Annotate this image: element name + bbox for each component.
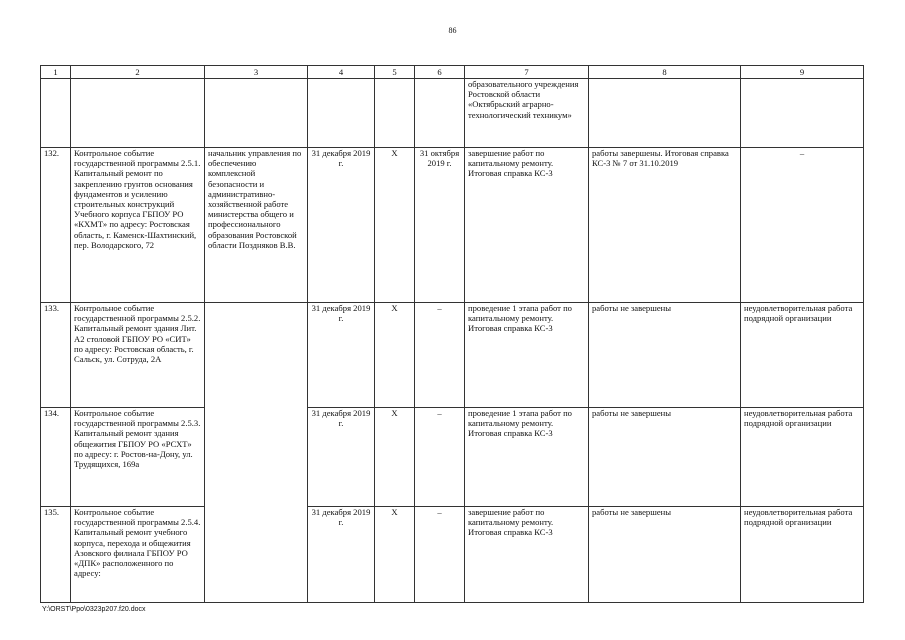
responsible-cell: начальник управления по обеспечению комплексной безопасности и административно-хозяйственной работе министерства общего и профессионального образования Ростовской области Поздняков В.В. <box>205 148 308 303</box>
page-number: 86 <box>448 26 457 35</box>
result-cell: завершение работ по капитальному ремонту. Итоговая справка КС-3 <box>465 148 589 303</box>
reason-cell: – <box>741 148 864 303</box>
reason-cell: неудовлетворительная работа подрядной организации <box>741 303 864 408</box>
col-header: 6 <box>415 66 465 79</box>
status-cell: работы не завершены <box>589 408 741 507</box>
col-header: 7 <box>465 66 589 79</box>
col-header: 5 <box>375 66 415 79</box>
fact-date-cell: – <box>415 408 465 507</box>
file-path-footer: Y:\ORST\Ppo\0323p207.f20.docx <box>42 606 146 613</box>
plan-date-cell: 31 декабря 2019 г. <box>308 408 375 507</box>
responsible-merged-cell <box>205 303 308 603</box>
col5-cell: Х <box>375 408 415 507</box>
status-cell: работы не завершены <box>589 303 741 408</box>
row-number: 132. <box>41 148 71 303</box>
plan-date-cell: 31 декабря 2019 г. <box>308 303 375 408</box>
row-number: 133. <box>41 303 71 408</box>
row-number: 135. <box>41 507 71 603</box>
table-row <box>41 507 864 603</box>
result-cell: проведение 1 этапа работ по капитальному ремонту. Итоговая справка КС-3 <box>465 408 589 507</box>
col5-cell: Х <box>375 148 415 303</box>
fact-date-cell: – <box>415 303 465 408</box>
plan-date-cell: 31 декабря 2019 г. <box>308 148 375 303</box>
reason-cell: неудовлетворительная работа подрядной организации <box>741 507 864 603</box>
col-header: 3 <box>205 66 308 79</box>
column-number-row <box>41 66 864 79</box>
col-header: 8 <box>589 66 741 79</box>
row-number: 134. <box>41 408 71 507</box>
col-header: 4 <box>308 66 375 79</box>
result-cell: проведение 1 этапа работ по капитальному ремонту. Итоговая справка КС-3 <box>465 303 589 408</box>
col5-cell: Х <box>375 507 415 603</box>
result-cell: завершение работ по капитальному ремонту. Итоговая справка КС-3 <box>465 507 589 603</box>
status-cell: работы завершены. Итоговая справка КС-3 № 7 от 31.10.2019 <box>589 148 741 303</box>
event-cell: Контрольное событие государственной программы 2.5.1. Капитальный ремонт по закреплению грунтов основания фундаментов и усилению строительных конструкций Учебного корпуса ГБПОУ РО «КХМТ» по адресу: Ростовская область, г. Каменск-Шахтинский, пер. Володарского, 72 <box>71 148 205 303</box>
continuation-result: образовательного учреждения Ростовской области «Октябрьский аграрно-технологический техникум» <box>465 79 589 148</box>
continuation-row <box>41 79 864 148</box>
fact-date-cell: 31 октября 2019 г. <box>415 148 465 303</box>
status-cell: работы не завершены <box>589 507 741 603</box>
table-row <box>41 148 864 303</box>
event-cell: Контрольное событие государственной программы 2.5.4. Капитальный ремонт учебного корпуса, перехода и общежития Азовского филиала ГБПОУ РО «ДПК» расположенного по адресу: <box>71 507 205 603</box>
reason-cell: неудовлетворительная работа подрядной организации <box>741 408 864 507</box>
table-row <box>41 303 864 408</box>
col5-cell: Х <box>375 303 415 408</box>
report-table <box>40 65 864 603</box>
fact-date-cell: – <box>415 507 465 603</box>
col-header: 9 <box>741 66 864 79</box>
plan-date-cell: 31 декабря 2019 г. <box>308 507 375 603</box>
col-header: 2 <box>71 66 205 79</box>
col-header: 1 <box>41 66 71 79</box>
table-row <box>41 408 864 507</box>
event-cell: Контрольное событие государственной программы 2.5.3. Капитальный ремонт здания общежития ГБПОУ РО «РСХТ» по адресу: г. Ростов-на-Дону, ул. Трудящихся, 169а <box>71 408 205 507</box>
event-cell: Контрольное событие государственной программы 2.5.2. Капитальный ремонт здания Лит. А2 столовой ГБПОУ РО «СИТ» по адресу: Ростовская область, г. Сальск, ул. Сотруда, 2А <box>71 303 205 408</box>
